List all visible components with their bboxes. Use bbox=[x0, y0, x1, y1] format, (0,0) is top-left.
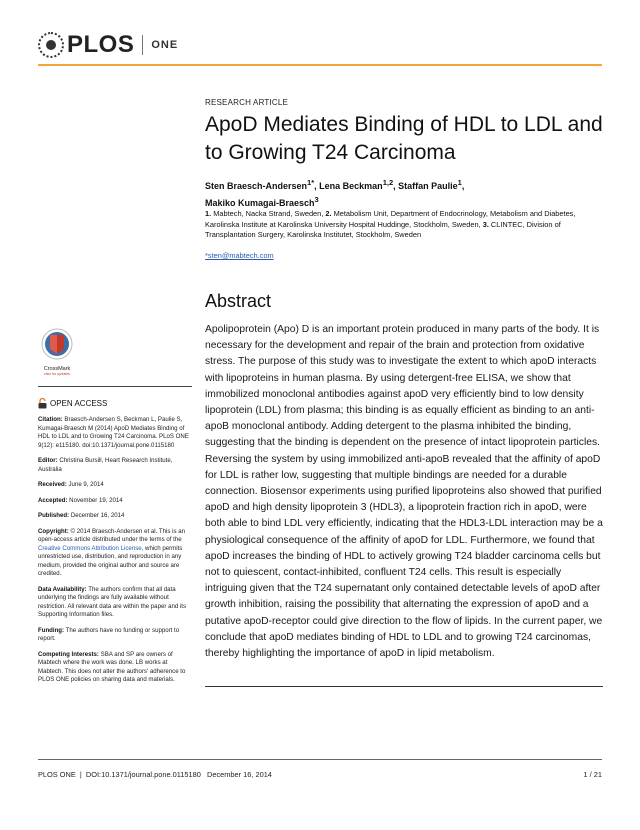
citation-block: Citation: Braesch-Andersen S, Beckman L, Paulie S, Kumagai-Braesch M (2014) ApoD Mediates Binding of HDL to LDL and to Growing T24 Carcinoma. PLoS ONE 9(12): e115180. doi:10.1371/journal.pone.0115180 bbox=[38, 416, 189, 449]
author[interactable]: Staffan Paulie$^1$ bbox=[398, 178, 462, 191]
competing-interests-block: Competing Interests: SBA and SP are owners of Mabtech where the work was done. LB works at Mabtech. This does not alter the authors' adherence to PLOS ONE policies on sharing data and materials. bbox=[38, 650, 186, 683]
article-title: ApoD Mediates Binding of HDL to LDL and to Growing T24 Carcinoma bbox=[205, 113, 603, 164]
plos-circle-icon bbox=[38, 32, 64, 58]
footer-doi: PLOS ONE | DOI:10.1371/journal.pone.0115180 December 16, 2014 bbox=[38, 770, 272, 779]
published-date: Published: December 16, 2014 bbox=[38, 512, 125, 519]
page-number: 1 / 21 bbox=[583, 770, 602, 779]
crossmark-label: CrossMark bbox=[43, 366, 71, 372]
journal-name: ONE bbox=[151, 39, 179, 51]
crossmark-sublabel: click for updates bbox=[44, 372, 70, 376]
open-access-label: OPEN ACCESS bbox=[50, 399, 108, 408]
abstract-heading: Abstract bbox=[205, 291, 272, 311]
article-type: RESEARCH ARTICLE bbox=[205, 98, 289, 107]
logo-divider bbox=[142, 35, 143, 55]
corresponding-email-link[interactable]: *sten@mabtech.com bbox=[205, 251, 274, 260]
crossmark-badge[interactable] bbox=[40, 328, 74, 376]
received-date: Received: June 9, 2014 bbox=[38, 481, 104, 488]
funding-block: Funding: The authors have no funding or support to report. bbox=[38, 626, 180, 642]
abstract-body: Apolipoprotein (Apo) D is an important protein produced in many parts of the body. It is necessary for the development and repair of the brain and protection from oxidative stress. The purpose of this study was to investigate the extent to which apoD interacts with lipoproteins in human plasma. By using detergent-free ELISA, we show that immobilized monoclonal antibodies against apoD very efficiently bind to low density lipoprotein (LDL) from plasma; this binding is as equally efficient as binding to an anti-apoB monoclonal antibody. Adding detergent to the plasma inhibited the binding, suggesting that the binding is dependent on the presence of intact lipoprotein particles. Reversing the system by using immobilized anti-apoB revealed that the affinity of apoD for LDL is rather low, suggesting that multiple bindings are needed for a durable connection. Biosensor experiments using purified lipoproteins also showed that purified apoD and high density lipoprotein 3 (HDL3), a lipoprotein fraction rich in apoD, were both able to bind LDL very efficiently, indicating that the HDL3-LDL interaction may be a physiological consequence of the affinity of apoD for LDL. Furthermore, we found that apoD increases the binding of HDL to actively growing T24 bladder carcinoma cells but not to quiescent, contact-inhibited, confluent T24 cells. This result is especially intriguing given that the T24 supernatant only contained detectable levels of apoD after growth inhibition, raising the possibility that alternating the expression of apoD and a putative apoD-receptor could give direction to the flow of lipids. In the current paper, we conclude that apoD mediates binding of HDL to LDL and to growing T24 carcinomas, thereby highlighting the importance of apoD in lipid metabolism. bbox=[205, 324, 603, 660]
logo-text: PLOS bbox=[67, 31, 135, 58]
open-access-badge bbox=[38, 398, 192, 409]
data-availability-block: Data Availability: The authors confirm that all data underlying the findings are fully available without restriction. All relevant data are within the paper and its Supporting Information files. bbox=[38, 585, 187, 618]
author[interactable]: Makiko Kumagai-Braesch$^3$ bbox=[205, 195, 319, 208]
author[interactable]: Sten Braesch-Andersen$^{1*}$ bbox=[205, 178, 315, 191]
open-lock-icon bbox=[38, 398, 47, 409]
footer-rule bbox=[38, 759, 602, 760]
crossmark-icon bbox=[41, 328, 73, 360]
cc-license-link[interactable]: Creative Commons Attribution License bbox=[38, 544, 142, 552]
copyright-block: Copyright: © 2014 Braesch-Andersen et al. This is an open-access article distributed under the terms of the Creative Commons Attribution License, which permits unrestricted use, distribution, and reproduction in any medium, provided the original author and source are credited. bbox=[38, 527, 185, 577]
accepted-date: Accepted: November 19, 2014 bbox=[38, 496, 123, 504]
sidebar-top-rule bbox=[38, 386, 192, 387]
author-list: Sten Braesch-Andersen$^{1*}$, Lena Beckman$^{1,2}$, Staffan Paulie$^1$, Makiko Kumagai-Braesch$^3$ bbox=[205, 178, 465, 208]
plos-one-logo[interactable] bbox=[38, 28, 178, 62]
author[interactable]: Lena Beckman$^{1,2}$ bbox=[319, 178, 394, 191]
abstract-divider bbox=[205, 686, 603, 687]
editor-block: Editor: Christina Bursill, Heart Research Institute, Australia bbox=[38, 457, 173, 473]
article-info-sidebar bbox=[38, 386, 192, 685]
affiliations: 1. Mabtech, Nacka Strand, Sweden, 2. Metabolism Unit, Department of Endocrinology, Metabolism and Diabetes, Karolinska Institute at Karolinska University Hospital Huddinge, Stockholm, Sweden, 3. CLINTEC, Division of Transplantation Surgery, Karolinska Institutet, Stockholm, Sweden bbox=[205, 209, 576, 240]
header-accent-rule bbox=[38, 64, 602, 66]
